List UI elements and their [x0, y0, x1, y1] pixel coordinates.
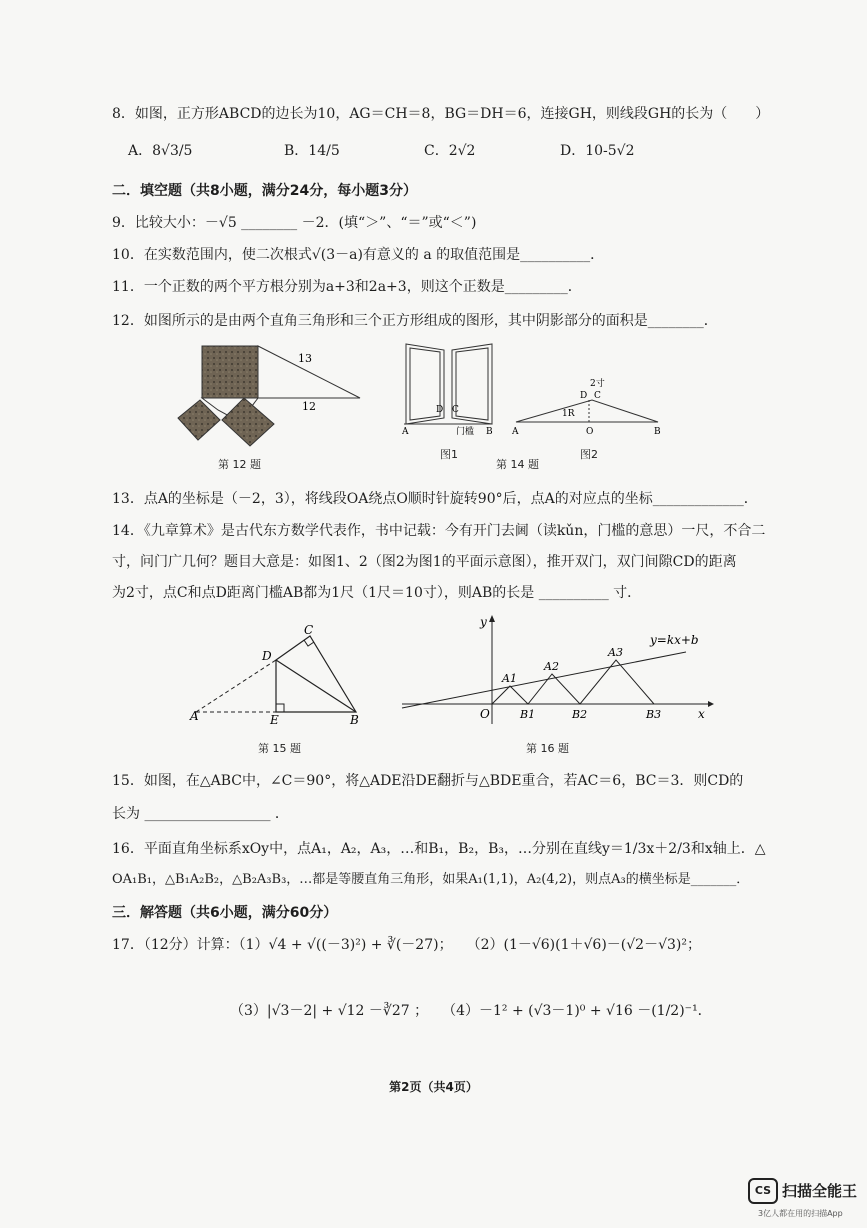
threshold-label: 门槛 — [456, 427, 475, 437]
fig1-label-b: B — [486, 427, 493, 437]
section-answer-heading: 三．解答题（共6小题，满分60分） — [112, 905, 338, 921]
fig16-label-y: y — [480, 615, 487, 629]
fig16-label-a2: A2 — [544, 660, 559, 673]
scanner-tagline: 3亿人都在用的扫描App — [758, 1209, 843, 1218]
fig1-label-c: C — [452, 405, 459, 415]
q11: 11．一个正数的两个平方根分别为a+3和2a+3，则这个正数是_________． — [112, 279, 582, 295]
fig15-label-b: B — [350, 713, 359, 727]
q8-option-d: D．10-5√2 — [560, 143, 635, 159]
figure-14-fig1-label: 图1 — [440, 448, 458, 461]
q8-stem: 8．如图，正方形ABCD的边长为10，AG＝CH＝8，BG＝DH＝6，连接GH，则线段GH的长为（ ） — [112, 106, 770, 122]
q14-line-2: 寸，问门广几何？题目大意是：如图1、2（图2为图1的平面示意图），推开双门，双门间隙CD的距离 — [112, 554, 737, 570]
fig1-label-a: A — [402, 427, 409, 437]
scanner-logo-icon: CS — [748, 1178, 778, 1204]
q15-line-2: 长为 __________________ ． — [112, 806, 289, 822]
fig2-label-a: A — [512, 427, 519, 437]
q16-line-1: 16．平面直角坐标系xOy中，点A₁，A₂，A₃，…和B₁，B₂，B₃，…分别在直线y＝1/3x＋2/3和x轴上．△ — [112, 841, 766, 857]
label-2-cun: 2寸 — [590, 379, 605, 389]
page-footer: 第2页（共4页） — [389, 1080, 478, 1094]
fig16-label-a3: A3 — [608, 646, 623, 659]
figure-15-caption: 第 15 题 — [258, 742, 301, 755]
shaded-square-left — [178, 400, 220, 440]
fig2-label-b: B — [654, 427, 661, 437]
figure-14-fig2-label: 图2 — [580, 448, 598, 461]
section-fill-in-heading: 二．填空题（共8小题，满分24分，每小题3分） — [112, 183, 417, 199]
fig16-label-b3: B3 — [646, 708, 662, 721]
figure-16-caption: 第 16 题 — [526, 742, 569, 755]
fig16-label-x: x — [698, 707, 705, 721]
q16-line-2: OA₁B₁，△B₁A₂B₂，△B₂A₃B₃，…都是等腰直角三角形，如果A₁(1,1)，A₂(4,2)，则点A₃的横坐标是_______． — [112, 872, 750, 887]
q9: 9．比较大小：－√5 ________ －2．(填“＞”、“＝”或“＜”) — [112, 215, 477, 231]
fig15-label-e: E — [270, 713, 279, 727]
q17-part-1-2: 17．（12分）计算：（1）√4 + √((－3)²) + ∛(－27)； （2）(1－√6)(1＋√6)－(√2－√3)²； — [112, 937, 701, 953]
q14-line-3: 为2寸，点C和点D距离门槛AB都为1尺（1尺＝10寸），则AB的长是 __________ 寸． — [112, 585, 642, 601]
fig16-label-o: O — [480, 707, 490, 721]
q8-option-b: B．14/5 — [284, 143, 340, 159]
q13: 13．点A的坐标是（－2，3），将线段OA绕点O顺时针旋转90°后，点A的对应点的坐标_____________． — [112, 491, 758, 507]
figure-14 — [396, 338, 671, 438]
figure-12 — [170, 338, 370, 448]
fig2-label-d: D — [580, 391, 588, 401]
figure-12-caption: 第 12 题 — [218, 458, 261, 471]
figure-15 — [180, 620, 380, 730]
q14-line-1: 14．《九章算术》是古代东方数学代表作，书中记载：今有开门去阃（读kǔn，门槛的意思）一尺，不合二 — [112, 523, 766, 539]
fig16-label-b2: B2 — [572, 708, 588, 721]
fig2-label-c: C — [594, 391, 601, 401]
fig2-label-o: O — [586, 427, 594, 437]
label-13: 13 — [298, 352, 312, 365]
figure-14-caption: 第 14 题 — [496, 458, 539, 471]
label-12: 12 — [302, 400, 316, 413]
fig16-line-label: y=kx+b — [650, 633, 699, 647]
q15-line-1: 15．如图，在△ABC中，∠C＝90°，将△ADE沿DE翻折与△BDE重合，若AC＝6，BC＝3．则CD的 — [112, 773, 744, 789]
fig15-label-c: C — [304, 623, 314, 637]
fig1-label-d: D — [436, 405, 444, 415]
shaded-square-right — [222, 398, 274, 446]
q12: 12．如图所示的是由两个直角三角形和三个正方形组成的图形，其中阴影部分的面积是________． — [112, 313, 718, 329]
scanner-brand-name: 扫描全能王 — [782, 1182, 858, 1200]
door-figure-1 — [404, 344, 492, 424]
fig16-label-b1: B1 — [520, 708, 536, 721]
fig15-label-d: D — [262, 649, 272, 663]
figure-16 — [398, 612, 718, 727]
q8-option-a: A．8√3/5 — [128, 143, 193, 159]
triangle-abc — [276, 636, 356, 712]
fig15-label-a: A — [190, 709, 199, 723]
q17-part-3-4: （3）|√3－2| + √12 －∛27 ； （4）－1² + (√3－1)⁰ + √16 －(1/2)⁻¹． — [230, 1003, 712, 1019]
q10: 10．在实数范围内，使二次根式√(3－a)有意义的 a 的取值范围是__________． — [112, 247, 605, 263]
fig16-label-a1: A1 — [502, 672, 517, 685]
label-1-chi: 1R — [562, 409, 575, 419]
door-figure-2 — [516, 400, 658, 422]
shaded-square-top — [202, 346, 258, 398]
q8-option-c: C．2√2 — [424, 143, 476, 159]
